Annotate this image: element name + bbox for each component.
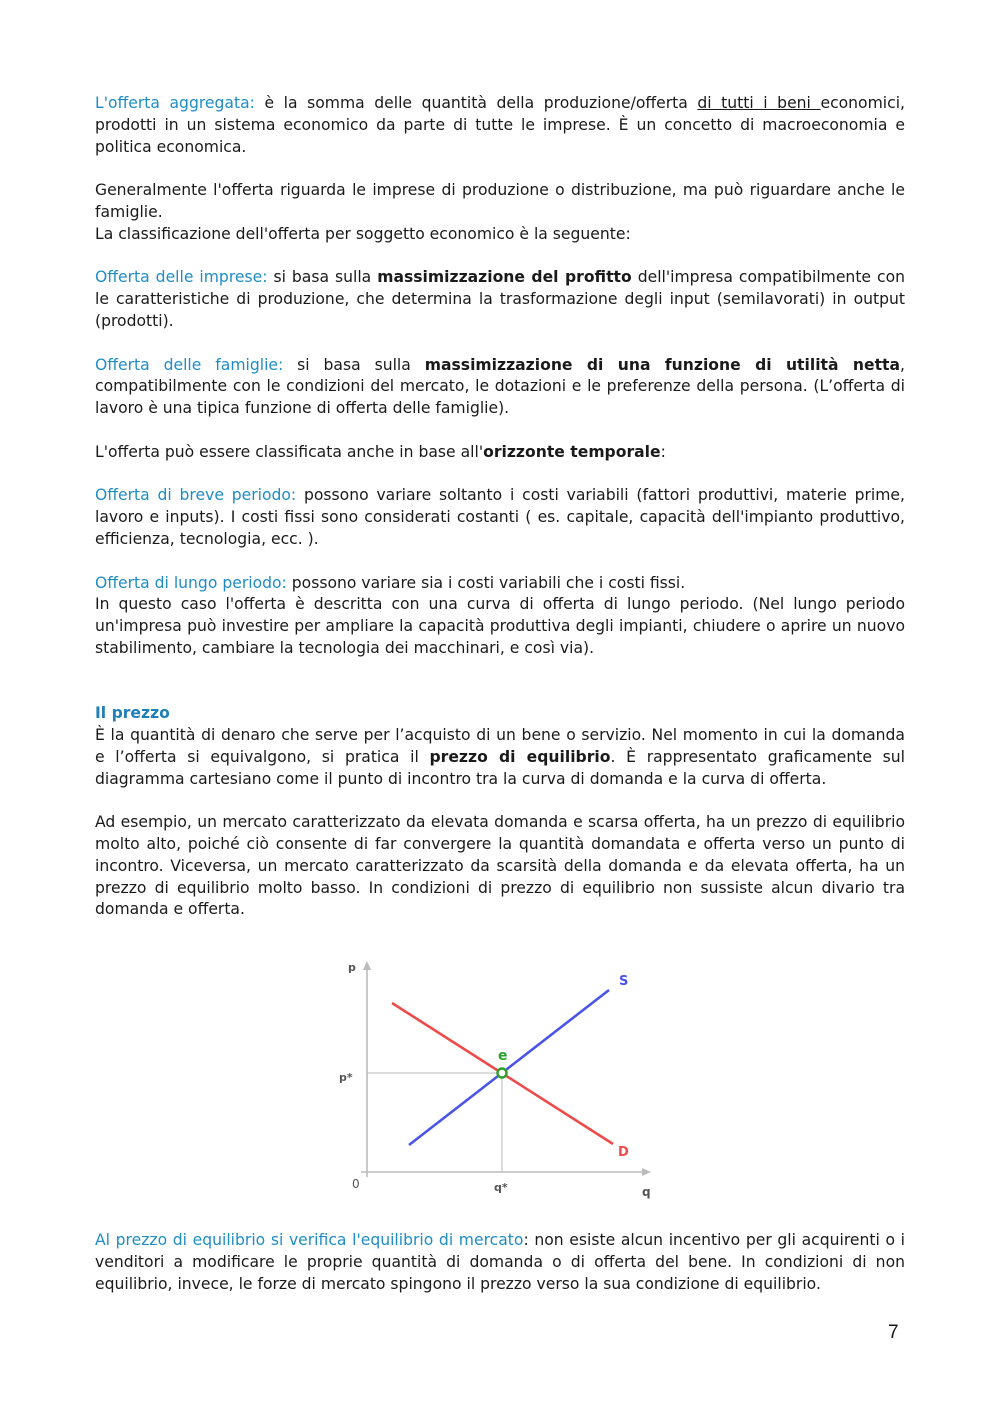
section-heading-prezzo: Il prezzo bbox=[95, 704, 170, 723]
text: si basa sulla bbox=[267, 268, 378, 287]
paragraph-lungo-periodo bbox=[95, 573, 905, 595]
bold-text: orizzonte temporale bbox=[483, 442, 661, 461]
y-axis-label: p bbox=[348, 961, 356, 974]
spacer bbox=[95, 682, 905, 704]
paragraph-prezzo bbox=[95, 725, 905, 790]
underlined-text: di tutti i beni bbox=[697, 94, 821, 112]
paragraph-generalmente: Generalmente l'offerta riguarda le imprese di produzione o distribuzione, ma può riguardare anche le famiglie. bbox=[95, 181, 905, 221]
text: : non esiste alcun incentivo per gli acquirenti o i venditori a modificare le proprie quantità di domanda o di offerta del bene. In condizioni di non equilibrio, invece, le forze di mercato spingono il prezzo verso la sua condizione di equilibrio. bbox=[95, 1231, 905, 1293]
text: possono variare soltanto i costi variabili (fattori produttivi, materie prime, lavoro e inputs). I costi fissi sono considerati costanti ( es. capitale, capacità dell'impianto produttivo, efficienza, tecnologia, ecc. ). bbox=[95, 486, 905, 548]
term-offerta-famiglie: Offerta delle famiglie: bbox=[95, 355, 284, 374]
paragraph-offerta-imprese bbox=[95, 267, 905, 332]
paragraph-lungo-periodo-2: In questo caso l'offerta è descritta con una curva di offerta di lungo periodo. (Nel lungo periodo un'impresa può investire per ampliare la capacità produttiva degli impianti, chiudere o aprire un nuovo stabilimento, cambiare la tecnologia dei macchinari, e così via). bbox=[95, 595, 905, 657]
text: L'offerta può essere classificata anche in base all' bbox=[95, 442, 484, 461]
supply-label: S bbox=[619, 974, 629, 989]
text: è la somma delle quantità della produzione/offerta bbox=[254, 94, 698, 112]
x-axis-arrow bbox=[642, 1168, 651, 1176]
text: . È rappresentato graficamente sul diagramma cartesiano come il punto di incontro tra la curva di domanda e la curva di offerta. bbox=[95, 747, 906, 788]
text: si basa sulla bbox=[283, 355, 425, 374]
paragraph-offerta-famiglie bbox=[95, 355, 905, 420]
bold-text: massimizzazione del profitto bbox=[377, 268, 632, 287]
paragraph-offerta-aggregata bbox=[95, 93, 905, 158]
bold-text: prezzo di equilibrio bbox=[429, 747, 611, 766]
supply-demand-diagram bbox=[330, 952, 660, 1204]
y-axis-arrow bbox=[363, 961, 371, 970]
paragraph-esempio: Ad esempio, un mercato caratterizzato da elevata domanda e scarsa offerta, ha un prezzo di equilibrio molto alto, poiché ciò consente di far convergere la quantità domandata e offerta verso un punto di incontro. Viceversa, un mercato caratterizzato da scarsità della domanda e da elevata offerta, ha un prezzo di equilibrio molto basso. In condizioni di prezzo di equilibrio non sussiste alcun divario tra domanda e offerta. bbox=[95, 813, 905, 919]
text: È la quantità di denaro che serve per l’acquisto di un bene o servizio. Nel momento in cui la domanda e l’offerta si equivalgono, si pratica il bbox=[95, 726, 905, 766]
demand-label: D bbox=[618, 1145, 629, 1160]
page-body bbox=[95, 93, 905, 943]
quantity-label: q* bbox=[494, 1181, 508, 1194]
price-label: p* bbox=[339, 1071, 353, 1084]
term-offerta-aggregata: L'offerta aggregata: bbox=[95, 94, 255, 112]
term-offerta-imprese: Offerta delle imprese: bbox=[95, 268, 268, 287]
text: economici, prodotti in un sistema economico da parte di tutte le imprese. È un concetto di macroeconomia e politica economica. bbox=[95, 94, 905, 156]
term-lungo-periodo: Offerta di lungo periodo: bbox=[95, 573, 287, 592]
x-axis-label: q bbox=[642, 1185, 651, 1199]
page-body-bottom bbox=[95, 1230, 905, 1317]
origin-label: 0 bbox=[352, 1177, 360, 1191]
text: possono variare sia i costi variabili che i costi fissi. bbox=[286, 573, 686, 592]
text: dell'impresa compatibilmente con le caratteristiche di produzione, che determina la trasformazione degli input (semilavorati) in output (prodotti). bbox=[95, 268, 906, 330]
term-breve-periodo: Offerta di breve periodo: bbox=[95, 486, 297, 505]
paragraph-classificazione: La classificazione dell'offerta per soggetto economico è la seguente: bbox=[95, 224, 631, 243]
text: , compatibilmente con le condizioni del mercato, le dotazioni e le preferenze della persona. (L’offerta di lavoro è una tipica funzione di offerta delle famiglie). bbox=[95, 355, 905, 418]
page-number: 7 bbox=[888, 1322, 899, 1343]
paragraph-breve-periodo bbox=[95, 485, 905, 550]
equilibrium-label: e bbox=[498, 1048, 508, 1064]
equilibrium-point bbox=[498, 1069, 507, 1078]
term-equilibrio-mercato: Al prezzo di equilibrio si verifica l'equilibrio di mercato bbox=[95, 1231, 524, 1249]
paragraph-orizzonte bbox=[95, 442, 905, 464]
bold-text: massimizzazione di una funzione di utilità netta bbox=[424, 355, 901, 374]
text: : bbox=[660, 442, 666, 461]
paragraph-equilibrio-mercato bbox=[95, 1230, 905, 1295]
